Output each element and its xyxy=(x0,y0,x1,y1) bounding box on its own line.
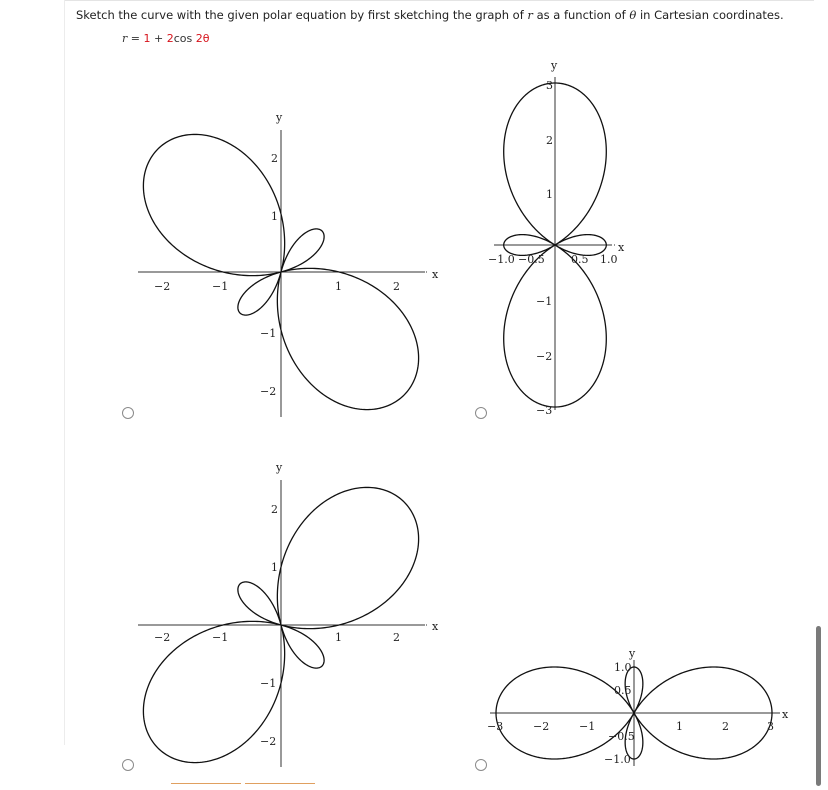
x-tick-label: 1 xyxy=(335,631,342,644)
top-divider xyxy=(64,0,814,1)
x-tick-label: 3 xyxy=(767,720,774,733)
option-a-svg xyxy=(135,105,445,425)
y-tick-label: 1.0 xyxy=(614,661,632,674)
x-tick-label: 1.0 xyxy=(600,253,618,266)
y-tick-label: −0.5 xyxy=(608,730,635,743)
x-tick-label: −2 xyxy=(533,720,550,733)
y-tick-label: 3 xyxy=(546,79,553,92)
x-tick-label: 2 xyxy=(722,720,729,733)
option-a-graph xyxy=(135,105,445,425)
y-tick-label: −2 xyxy=(260,385,277,398)
y-tick-label: 0.5 xyxy=(614,684,632,697)
x-tick-label: −0.5 xyxy=(518,253,545,266)
option-c-radio[interactable] xyxy=(122,759,134,771)
x-tick-label: −1 xyxy=(579,720,596,733)
x-tick-label: −2 xyxy=(154,280,171,293)
polar-equation: r = 1 + 2cos 2θ xyxy=(122,32,210,45)
y-axis-label: y xyxy=(276,111,283,124)
x-tick-label: −1 xyxy=(212,631,229,644)
x-axis-label: x xyxy=(618,241,625,254)
y-tick-label: 1 xyxy=(271,210,278,223)
x-tick-label: 1 xyxy=(335,280,342,293)
x-tick-label: 1 xyxy=(676,720,683,733)
x-tick-label: 0.5 xyxy=(571,253,589,266)
y-axis-label: y xyxy=(629,647,636,660)
y-tick-label: −1 xyxy=(260,327,277,340)
y-axis-label: y xyxy=(276,461,283,474)
question-prompt: Sketch the curve with the given polar equation by first sketching the graph of r as a function of θ in Cartesian coordinates. xyxy=(76,8,784,22)
y-tick-label: −1.0 xyxy=(604,753,631,766)
option-b-graph xyxy=(484,55,644,420)
y-tick-label: 2 xyxy=(546,134,553,147)
option-d-radio[interactable] xyxy=(475,759,487,771)
option-b-radio[interactable] xyxy=(475,407,487,419)
y-tick-label: 1 xyxy=(546,188,553,201)
x-axis-label: x xyxy=(782,708,789,721)
option-c-graph xyxy=(135,455,445,775)
x-tick-label: −2 xyxy=(154,631,171,644)
x-axis-label: x xyxy=(432,620,439,633)
scrollbar-thumb[interactable] xyxy=(816,626,821,786)
y-tick-label: −3 xyxy=(536,404,553,417)
y-tick-label: 2 xyxy=(271,503,278,516)
y-tick-label: 1 xyxy=(271,561,278,574)
x-tick-label: 2 xyxy=(393,280,400,293)
x-axis-label: x xyxy=(432,268,439,281)
y-axis-label: y xyxy=(551,59,558,72)
option-d-graph xyxy=(480,640,810,775)
option-c-svg xyxy=(135,455,445,775)
y-tick-label: −2 xyxy=(536,350,553,363)
x-tick-label: 2 xyxy=(393,631,400,644)
option-d-svg xyxy=(480,640,810,775)
x-tick-label: −1.0 xyxy=(488,253,515,266)
action-button-edge[interactable] xyxy=(245,783,315,790)
option-a-radio[interactable] xyxy=(122,407,134,419)
y-tick-label: 2 xyxy=(271,152,278,165)
option-b-svg xyxy=(484,55,644,420)
y-tick-label: −1 xyxy=(536,295,553,308)
left-divider xyxy=(64,0,65,745)
x-tick-label: −3 xyxy=(487,720,504,733)
y-tick-label: −1 xyxy=(260,677,277,690)
action-button-edge[interactable] xyxy=(171,783,241,790)
x-tick-label: −1 xyxy=(212,280,229,293)
y-tick-label: −2 xyxy=(260,735,277,748)
